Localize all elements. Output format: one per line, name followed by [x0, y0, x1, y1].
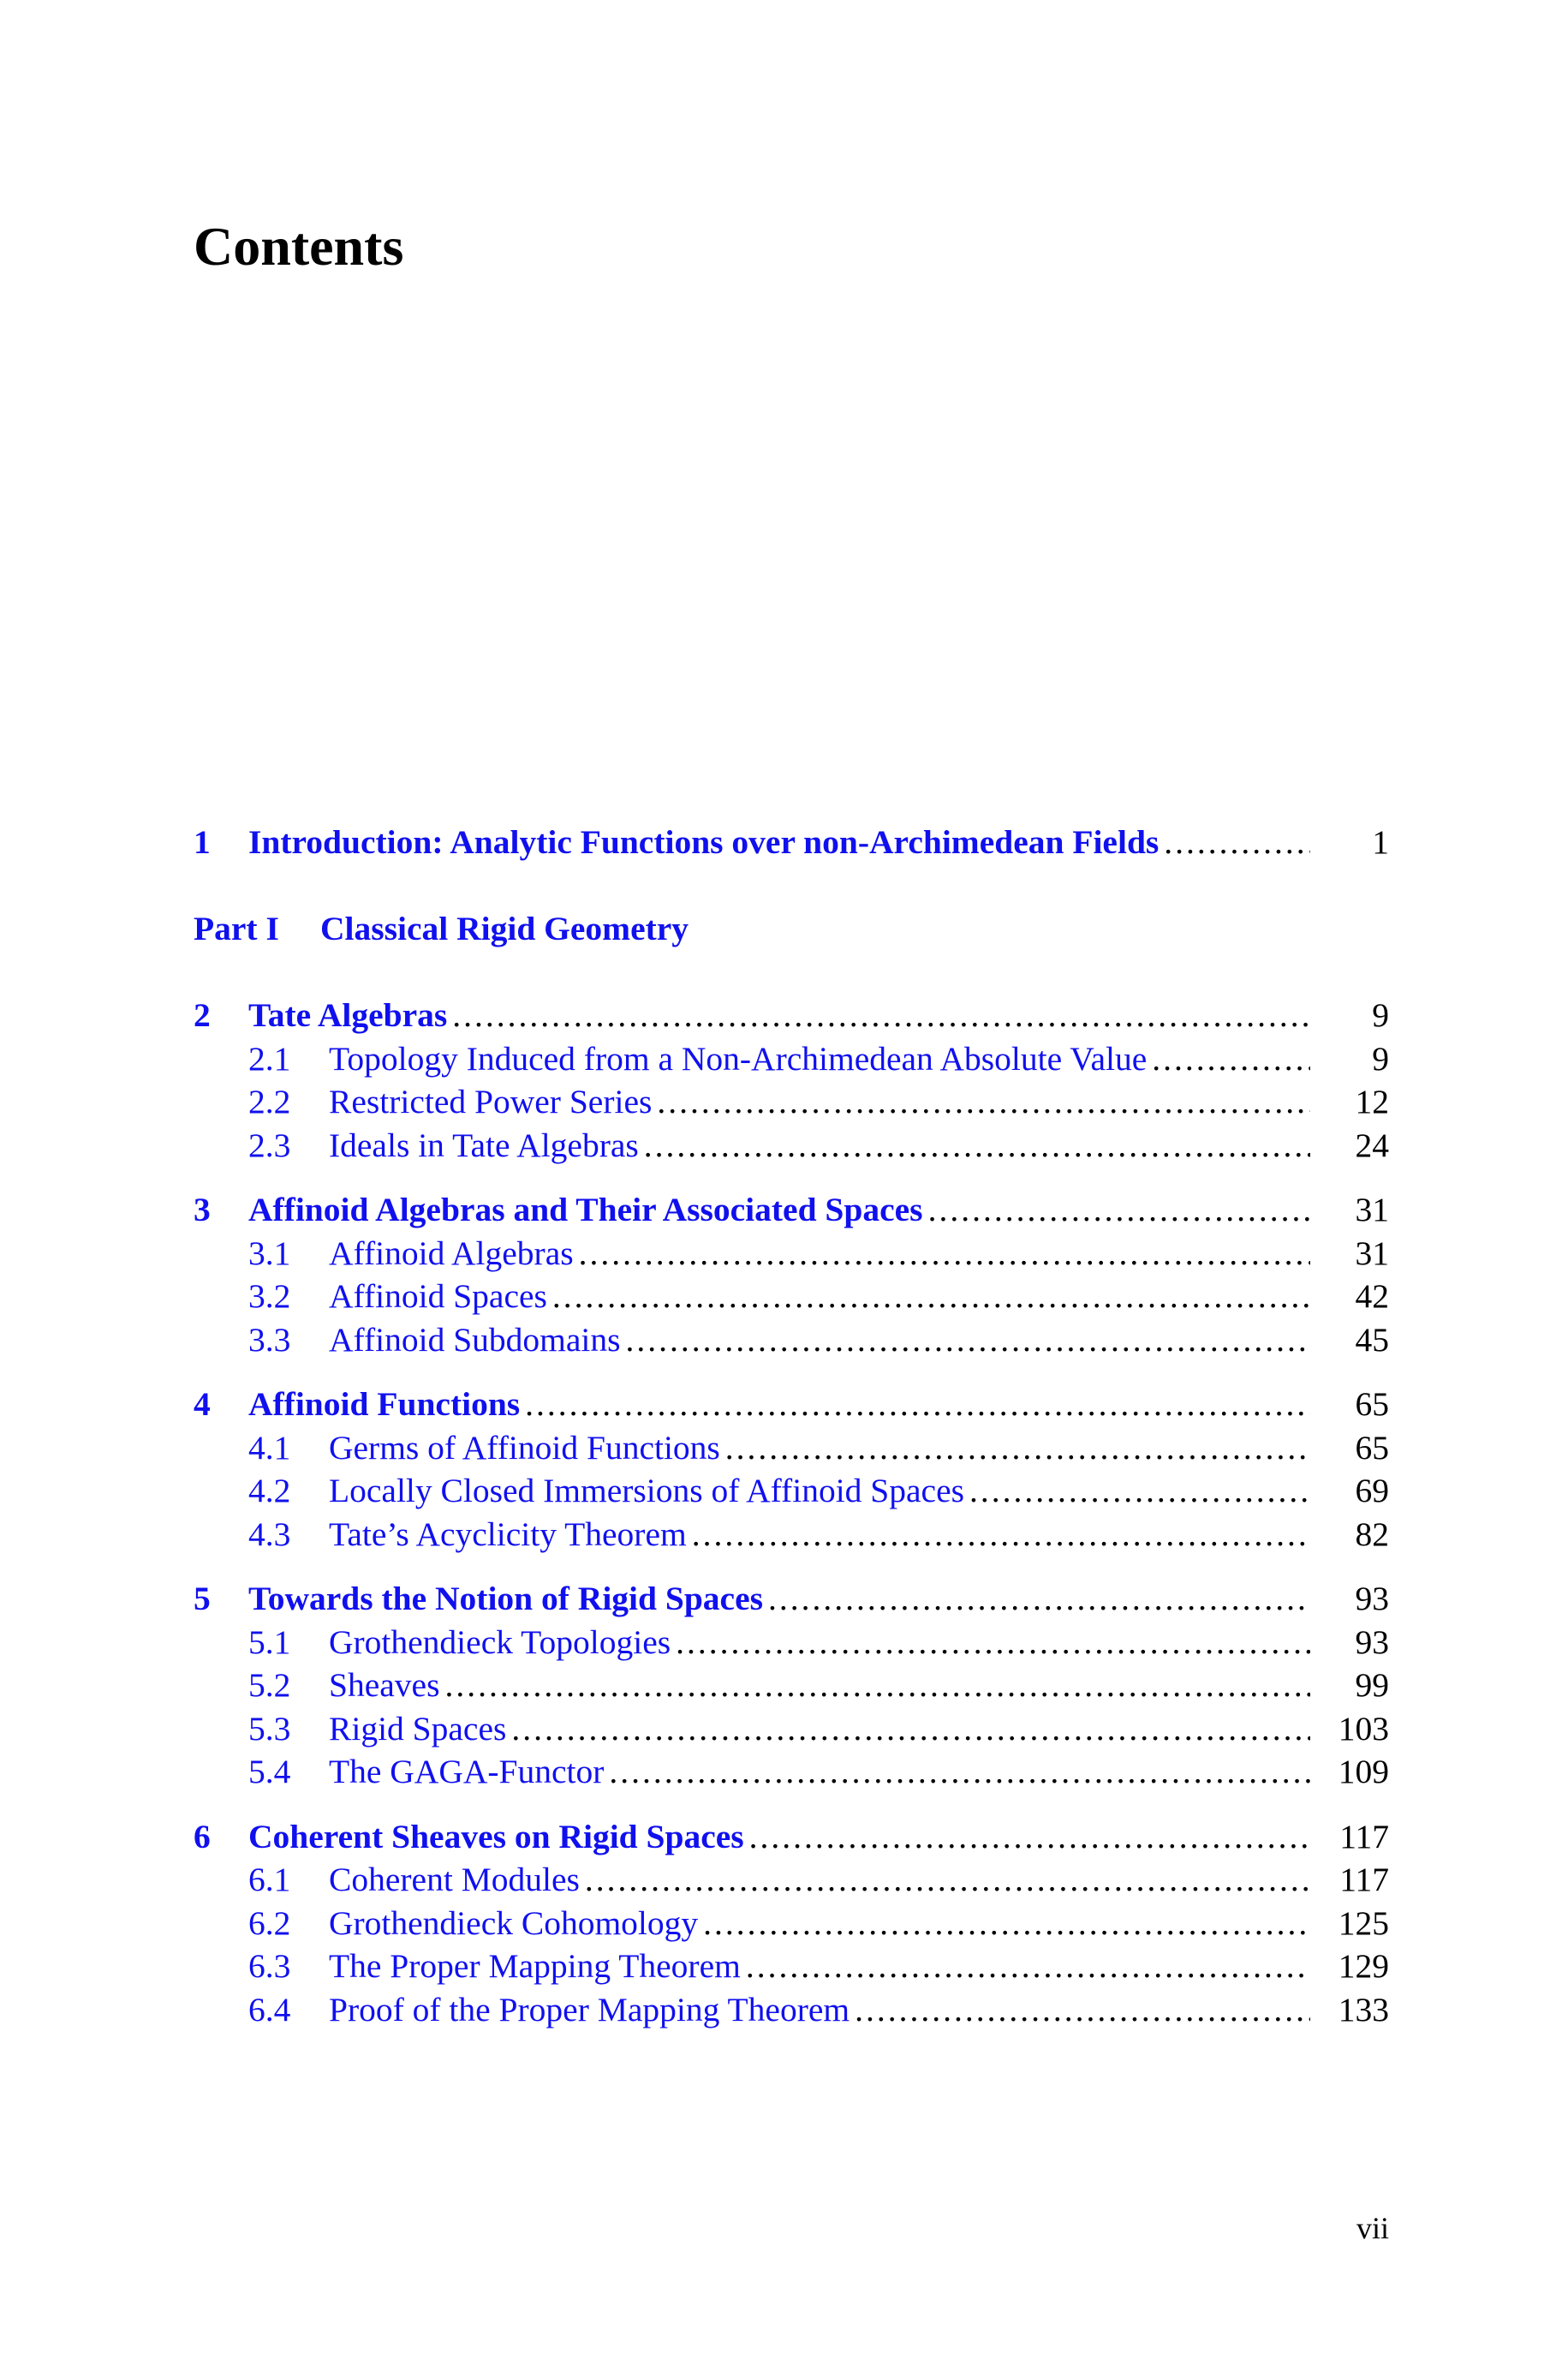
page-title: Contents	[194, 216, 404, 277]
section-title[interactable]: Topology Induced from a Non-Archimedean Absolute Value	[329, 1039, 1148, 1078]
section-number: 4.3	[248, 1515, 291, 1553]
section-title[interactable]: The Proper Mapping Theorem	[329, 1947, 741, 1985]
toc-chapter-3[interactable]	[194, 1188, 1389, 1232]
dot-leader	[1164, 821, 1310, 864]
section-title[interactable]: Affinoid Algebras	[329, 1234, 574, 1272]
dot-leader	[855, 1988, 1310, 2032]
dot-leader	[676, 1621, 1310, 1664]
dot-leader	[692, 1513, 1310, 1556]
page-number: 93	[1355, 1622, 1389, 1661]
chapter-number: 6	[194, 1817, 211, 1855]
toc-part-1[interactable]	[194, 907, 1389, 951]
dot-leader	[1152, 1037, 1310, 1081]
toc-section-5-3[interactable]	[194, 1707, 1389, 1751]
page-number: 31	[1355, 1191, 1389, 1228]
dot-leader	[452, 994, 1310, 1037]
section-number: 5.2	[248, 1666, 291, 1704]
page-number: 9	[1372, 1039, 1389, 1078]
section-number: 6.3	[248, 1947, 291, 1985]
page-number: 9	[1372, 996, 1389, 1034]
chapter-number: 5	[194, 1580, 211, 1617]
dot-leader	[749, 1815, 1310, 1859]
chapter-title[interactable]: Towards the Notion of Rigid Spaces	[248, 1580, 763, 1617]
page-number: 133	[1338, 1990, 1389, 2028]
toc-section-4-1[interactable]	[194, 1426, 1389, 1470]
dot-leader	[626, 1318, 1310, 1362]
chapter-title[interactable]: Affinoid Functions	[248, 1385, 521, 1423]
chapter-title[interactable]: Coherent Sheaves on Rigid Spaces	[248, 1817, 744, 1855]
chapter-number: 2	[194, 996, 211, 1034]
page-number: 12	[1355, 1083, 1389, 1120]
dot-leader	[746, 1945, 1310, 1988]
dot-leader	[644, 1124, 1310, 1168]
dot-leader	[444, 1664, 1310, 1707]
section-number: 2.3	[248, 1126, 291, 1164]
section-title[interactable]: Affinoid Spaces	[329, 1277, 547, 1315]
section-title[interactable]: Grothendieck Topologies	[329, 1622, 671, 1661]
section-title[interactable]: The GAGA-Functor	[329, 1753, 605, 1790]
section-number: 4.1	[248, 1428, 291, 1467]
page-number: 65	[1355, 1428, 1389, 1467]
page-number: 1	[1372, 823, 1389, 861]
dot-leader	[552, 1275, 1310, 1318]
section-number: 5.4	[248, 1753, 291, 1790]
page-number: 117	[1339, 1817, 1389, 1855]
section-number: 3.2	[248, 1277, 291, 1315]
dot-leader	[657, 1080, 1310, 1124]
section-title[interactable]: Rigid Spaces	[329, 1709, 507, 1748]
section-title[interactable]: Coherent Modules	[329, 1861, 580, 1898]
section-number: 6.4	[248, 1990, 291, 2028]
section-title[interactable]: Restricted Power Series	[329, 1083, 653, 1120]
toc-chapter-4[interactable]	[194, 1383, 1389, 1426]
page-number: 93	[1355, 1580, 1389, 1617]
toc-section-3-1[interactable]	[194, 1232, 1389, 1276]
page-number: 42	[1355, 1277, 1389, 1315]
toc-section-3-3[interactable]	[194, 1318, 1389, 1362]
section-title[interactable]: Germs of Affinoid Functions	[329, 1428, 720, 1467]
section-title[interactable]: Ideals in Tate Algebras	[329, 1126, 639, 1164]
page-number: 103	[1338, 1709, 1389, 1748]
section-number: 3.1	[248, 1234, 291, 1272]
section-number: 2.2	[248, 1083, 291, 1120]
section-number: 2.1	[248, 1039, 291, 1078]
page-number: 99	[1355, 1666, 1389, 1704]
chapter-number: 4	[194, 1385, 211, 1423]
section-number: 6.1	[248, 1861, 291, 1898]
page-number: 69	[1355, 1472, 1389, 1509]
toc-section-6-4[interactable]	[194, 1988, 1389, 2032]
section-number: 5.1	[248, 1622, 291, 1661]
dot-leader	[579, 1232, 1310, 1276]
page-number: 82	[1355, 1515, 1389, 1553]
page-number: 129	[1338, 1947, 1389, 1985]
section-number: 3.3	[248, 1320, 291, 1359]
toc-section-2-3[interactable]	[194, 1124, 1389, 1168]
toc-section-4-3[interactable]	[194, 1513, 1389, 1556]
page-number: 125	[1338, 1903, 1389, 1942]
chapter-number: 1	[194, 823, 211, 861]
page-number: 117	[1339, 1861, 1389, 1898]
section-title[interactable]: Proof of the Proper Mapping Theorem	[329, 1990, 850, 2028]
section-number: 5.3	[248, 1709, 291, 1748]
dot-leader	[511, 1707, 1310, 1751]
page-number: 109	[1338, 1753, 1389, 1790]
section-number: 4.2	[248, 1472, 291, 1509]
page-folio: vii	[1356, 2211, 1389, 2245]
toc-chapter-1[interactable]	[194, 821, 1389, 864]
dot-leader	[525, 1383, 1310, 1426]
part-title[interactable]: Classical Rigid Geometry	[320, 910, 689, 947]
chapter-title[interactable]: Tate Algebras	[248, 996, 448, 1034]
section-number: 6.2	[248, 1903, 291, 1942]
toc-section-5-1[interactable]	[194, 1621, 1389, 1664]
dot-leader	[703, 1902, 1310, 1945]
section-title[interactable]: Affinoid Subdomains	[329, 1320, 621, 1359]
section-title[interactable]: Tate’s Acyclicity Theorem	[329, 1515, 687, 1553]
toc-section-5-4[interactable]	[194, 1750, 1389, 1794]
dot-leader	[928, 1188, 1310, 1232]
section-title[interactable]: Grothendieck Cohomology	[329, 1903, 699, 1942]
toc-chapter-6[interactable]	[194, 1815, 1389, 1859]
page-number: 31	[1355, 1234, 1389, 1272]
page-number: 65	[1355, 1385, 1389, 1423]
toc-section-2-2[interactable]	[194, 1080, 1389, 1124]
dot-leader	[969, 1469, 1310, 1513]
part-label: Part I	[194, 910, 279, 947]
table-of-contents	[194, 821, 1389, 2031]
toc-section-4-2[interactable]	[194, 1469, 1389, 1513]
dot-leader	[585, 1858, 1310, 1902]
dot-leader	[768, 1577, 1310, 1621]
page-number: 24	[1355, 1126, 1389, 1164]
chapter-title[interactable]: Introduction: Analytic Functions over non-Archimedean Fields	[248, 823, 1160, 861]
toc-section-3-2[interactable]	[194, 1275, 1389, 1318]
chapter-number: 3	[194, 1191, 211, 1228]
toc-section-6-1[interactable]	[194, 1858, 1389, 1902]
dot-leader	[609, 1750, 1310, 1794]
dot-leader	[725, 1426, 1310, 1470]
section-title[interactable]: Locally Closed Immersions of Affinoid Spaces	[329, 1472, 964, 1509]
toc-chapter-2[interactable]	[194, 994, 1389, 1037]
toc-section-6-2[interactable]	[194, 1902, 1389, 1945]
toc-section-6-3[interactable]	[194, 1945, 1389, 1988]
toc-section-5-2[interactable]	[194, 1664, 1389, 1707]
chapter-title[interactable]: Affinoid Algebras and Their Associated Spaces	[248, 1191, 923, 1228]
toc-section-2-1[interactable]	[194, 1037, 1389, 1081]
toc-chapter-5[interactable]	[194, 1577, 1389, 1621]
page-number: 45	[1355, 1320, 1389, 1359]
section-title[interactable]: Sheaves	[329, 1666, 440, 1704]
